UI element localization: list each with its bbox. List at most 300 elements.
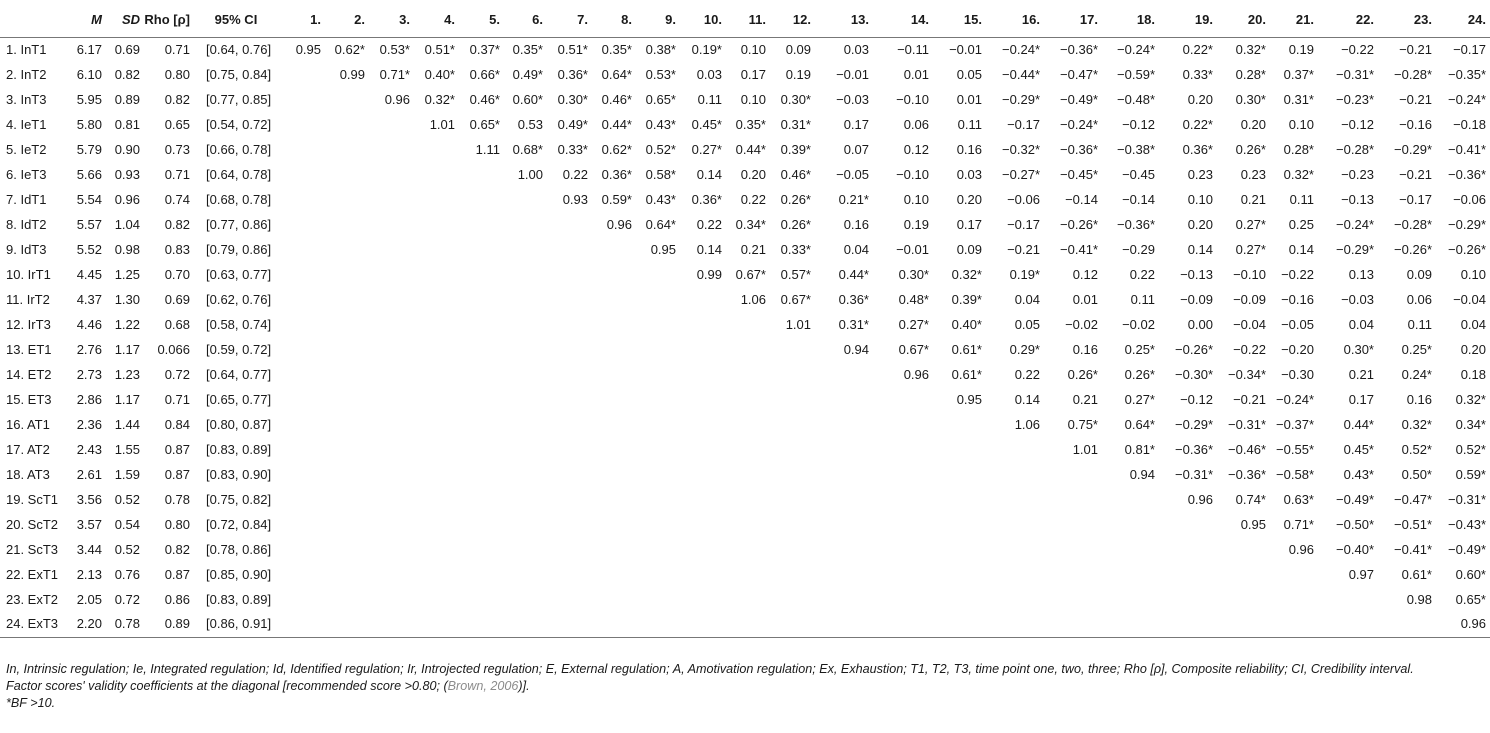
- rho-cell: 0.87: [164, 567, 190, 582]
- correlation-cell: −0.36*: [1448, 167, 1486, 182]
- correlation-cell: 0.03: [696, 67, 722, 82]
- correlation-cell: −0.26*: [1175, 342, 1213, 357]
- correlation-cell: 0.52*: [645, 142, 676, 157]
- correlation-cell: [680, 287, 726, 312]
- correlation-cell: −0.49*: [1448, 542, 1486, 557]
- validity-note: [6, 678, 1454, 695]
- correlation-cell: −0.21: [1399, 42, 1432, 58]
- rho-cell: 0.73: [164, 142, 190, 157]
- correlation-cell: 0.32*: [1455, 392, 1486, 407]
- correlation-cell: −0.27*: [1002, 167, 1040, 182]
- correlation-cell: [414, 387, 459, 412]
- correlation-cell: −0.10: [1233, 267, 1266, 282]
- correlation-cell: 0.37*: [1283, 67, 1314, 82]
- correlation-cell: 0.61*: [1401, 567, 1432, 582]
- correlation-cell: 0.14: [1014, 392, 1040, 407]
- correlation-cell: 0.21: [1072, 392, 1098, 407]
- correlation-cell: 0.19*: [691, 42, 722, 58]
- ci-cell: [0.77, 0.85]: [206, 92, 272, 107]
- correlation-cell: −0.36*: [1228, 467, 1266, 482]
- mean-cell: 5.52: [76, 242, 102, 257]
- row-label: 22. ExT1: [6, 567, 59, 582]
- correlation-cell: [459, 437, 504, 462]
- correlation-cell: 1.06: [740, 292, 766, 307]
- header-cell: 2.: [325, 3, 369, 37]
- mean-cell: 2.05: [76, 592, 102, 607]
- correlation-cell: [325, 87, 369, 112]
- correlation-cell: [459, 212, 504, 237]
- correlation-cell: [282, 412, 325, 437]
- correlation-cell: 0.03: [956, 167, 982, 182]
- ci-cell: [0.75, 0.84]: [206, 67, 272, 82]
- sd-cell: 0.98: [114, 242, 140, 257]
- mean-cell: 3.57: [76, 517, 102, 532]
- correlation-cell: [1217, 612, 1270, 637]
- correlation-cell: [325, 462, 369, 487]
- correlation-cell: 0.04: [1014, 292, 1040, 307]
- header-cell: 4.: [414, 3, 459, 37]
- correlation-cell: 0.21: [1240, 192, 1266, 207]
- correlation-cell: [325, 562, 369, 587]
- correlation-cell: [325, 137, 369, 162]
- correlation-cell: [369, 137, 414, 162]
- correlation-cell: [459, 287, 504, 312]
- correlation-cell: 0.31*: [1283, 92, 1314, 107]
- correlation-cell: [414, 362, 459, 387]
- correlation-cell: [459, 337, 504, 362]
- correlation-cell: [726, 437, 770, 462]
- correlation-cell: 0.45*: [1343, 442, 1374, 457]
- correlation-cell: 0.96: [1436, 612, 1490, 637]
- correlation-cell: 0.67*: [898, 342, 929, 357]
- correlation-cell: −0.24*: [1448, 92, 1486, 107]
- correlation-cell: 0.10: [740, 42, 766, 58]
- correlation-cell: [636, 512, 680, 537]
- header-row: [0, 3, 1490, 37]
- correlation-cell: [815, 612, 873, 637]
- table-row: [0, 387, 1490, 412]
- ci-cell: [0.66, 0.78]: [206, 142, 272, 157]
- header-cell: 15.: [933, 3, 986, 37]
- correlation-cell: 0.00: [1187, 317, 1213, 332]
- correlation-cell: [325, 362, 369, 387]
- correlation-cell: 0.27*: [691, 142, 722, 157]
- mean-cell: 2.20: [66, 612, 106, 637]
- correlation-cell: [933, 437, 986, 462]
- correlation-cell: [325, 162, 369, 187]
- correlation-cell: [680, 562, 726, 587]
- correlation-cell: 0.43*: [645, 192, 676, 207]
- correlation-cell: 0.40*: [424, 67, 455, 82]
- correlation-cell: 0.62*: [334, 42, 365, 58]
- correlation-cell: 0.04: [1460, 317, 1486, 332]
- correlation-cell: −0.31*: [1228, 417, 1266, 432]
- correlation-cell: −0.36*: [1060, 142, 1098, 157]
- correlation-cell: 0.20: [1187, 217, 1213, 232]
- correlation-cell: −0.03: [1341, 292, 1374, 307]
- correlation-cell: [986, 487, 1044, 512]
- correlation-cell: −0.24*: [1117, 42, 1155, 58]
- correlation-cell: [504, 237, 547, 262]
- correlation-cell: −0.18: [1453, 117, 1486, 132]
- correlation-cell: −0.38*: [1117, 142, 1155, 157]
- correlation-cell: [414, 187, 459, 212]
- correlation-cell: [726, 412, 770, 437]
- correlation-cell: 0.46*: [601, 92, 632, 107]
- correlation-cell: 0.25: [1288, 217, 1314, 232]
- correlation-cell: 0.24*: [1401, 367, 1432, 382]
- correlation-cell: 0.96: [1288, 542, 1314, 557]
- correlation-cell: [815, 437, 873, 462]
- correlation-cell: [592, 312, 636, 337]
- correlation-cell: [414, 537, 459, 562]
- rho-cell: 0.84: [164, 417, 190, 432]
- row-label: 15. ET3: [6, 392, 52, 407]
- sd-cell: 0.81: [114, 117, 140, 132]
- correlation-cell: −0.31*: [1448, 492, 1486, 507]
- correlation-cell: [325, 237, 369, 262]
- sd-cell: 1.17: [114, 342, 140, 357]
- correlation-cell: [369, 162, 414, 187]
- correlation-cell: 0.21*: [838, 192, 869, 207]
- correlation-cell: −0.30: [1281, 367, 1314, 382]
- correlation-cell: −0.29: [1122, 242, 1155, 257]
- rho-cell: 0.80: [164, 517, 190, 532]
- ci-cell: [0.75, 0.82]: [206, 492, 272, 507]
- correlation-cell: −0.35*: [1448, 67, 1486, 82]
- header-cell: 6.: [504, 3, 547, 37]
- correlation-cell: 0.61*: [951, 342, 982, 357]
- correlation-cell: 0.95: [1240, 517, 1266, 532]
- correlation-cell: [933, 537, 986, 562]
- correlation-cell: 0.44*: [601, 117, 632, 132]
- correlation-cell: [504, 212, 547, 237]
- correlation-cell: [592, 362, 636, 387]
- header-cell: 5.: [459, 3, 504, 37]
- sd-cell: 1.25: [114, 267, 140, 282]
- correlation-cell: 0.52*: [1401, 442, 1432, 457]
- table-row: [0, 187, 1490, 212]
- correlation-cell: [1102, 537, 1159, 562]
- correlation-cell: 0.36*: [1182, 142, 1213, 157]
- correlation-cell: [459, 512, 504, 537]
- correlation-cell: [873, 562, 933, 587]
- correlation-cell: [282, 187, 325, 212]
- table-row: [0, 237, 1490, 262]
- correlation-cell: [282, 537, 325, 562]
- rho-cell: 0.066: [157, 342, 190, 357]
- correlation-cell: 0.27*: [1235, 242, 1266, 257]
- table-row: [0, 137, 1490, 162]
- correlation-cell: −0.34*: [1228, 367, 1266, 382]
- citation-link[interactable]: Brown, 2006: [447, 679, 519, 693]
- rho-cell: 0.69: [164, 292, 190, 307]
- mean-cell: 5.79: [76, 142, 102, 157]
- correlation-cell: 0.14: [696, 242, 722, 257]
- ci-cell: [0.63, 0.77]: [206, 267, 272, 282]
- correlation-cell: [680, 437, 726, 462]
- correlation-cell: −0.49*: [1060, 92, 1098, 107]
- correlation-cell: −0.45: [1122, 167, 1155, 182]
- correlation-cell: [325, 512, 369, 537]
- correlation-cell: 0.22: [1014, 367, 1040, 382]
- correlation-cell: 1.11: [475, 142, 500, 157]
- table-row: [0, 362, 1490, 387]
- correlation-cell: 0.44*: [838, 267, 869, 282]
- sd-cell: 1.55: [114, 442, 140, 457]
- correlation-cell: 0.22*: [1182, 42, 1213, 58]
- correlation-cell: [504, 537, 547, 562]
- correlation-cell: 0.17: [843, 117, 869, 132]
- sd-cell: 1.17: [114, 392, 140, 407]
- correlation-cell: [592, 437, 636, 462]
- correlation-cell: 0.31*: [780, 117, 811, 132]
- correlation-cell: [369, 237, 414, 262]
- correlation-cell: [815, 412, 873, 437]
- correlation-cell: [726, 537, 770, 562]
- correlation-cell: 0.28*: [1283, 142, 1314, 157]
- table-row: [0, 337, 1490, 362]
- correlation-cell: 0.65*: [645, 92, 676, 107]
- correlation-cell: 0.35*: [735, 117, 766, 132]
- correlation-cell: [933, 587, 986, 612]
- correlation-cell: 0.33*: [780, 242, 811, 257]
- mean-cell: 4.46: [76, 317, 102, 332]
- correlation-cell: −0.49*: [1336, 492, 1374, 507]
- correlation-cell: −0.44*: [1002, 67, 1040, 82]
- correlation-cell: [815, 387, 873, 412]
- correlation-cell: −0.29*: [1002, 92, 1040, 107]
- correlation-cell: [504, 462, 547, 487]
- sd-cell: 0.72: [114, 592, 140, 607]
- correlation-cell: 0.36*: [557, 67, 588, 82]
- correlation-cell: [369, 562, 414, 587]
- correlation-cell: 0.17: [1348, 392, 1374, 407]
- sd-cell: 0.78: [106, 612, 144, 637]
- correlation-cell: [986, 462, 1044, 487]
- correlation-cell: [282, 312, 325, 337]
- validity-note-prefix: Factor scores' validity coefficients at the diagonal [recommended score >0.80; (: [6, 679, 448, 693]
- row-label: 2. InT2: [6, 67, 47, 82]
- header-row-label: [0, 3, 66, 37]
- correlation-cell: [770, 612, 815, 637]
- correlation-cell: [282, 162, 325, 187]
- mean-cell: 2.36: [76, 417, 102, 432]
- correlation-cell: 0.18: [1460, 367, 1486, 382]
- correlation-cell: [504, 362, 547, 387]
- correlation-cell: 0.30*: [1235, 92, 1266, 107]
- mean-cell: 5.95: [76, 92, 102, 107]
- rho-cell: 0.70: [164, 267, 190, 282]
- table-row: [0, 87, 1490, 112]
- rho-cell: 0.68: [164, 317, 190, 332]
- correlation-cell: [414, 162, 459, 187]
- correlation-cell: 0.26*: [780, 217, 811, 232]
- row-label: 23. ExT2: [6, 592, 59, 607]
- correlation-cell: [369, 462, 414, 487]
- correlation-cell: 0.99: [696, 267, 722, 282]
- correlation-cell: [986, 437, 1044, 462]
- correlation-cell: 0.21: [1348, 367, 1374, 382]
- correlation-cell: [459, 412, 504, 437]
- correlation-cell: 0.23: [1187, 167, 1213, 182]
- correlation-cell: 0.17: [956, 217, 982, 232]
- correlation-cell: 0.10: [1288, 117, 1314, 132]
- correlation-cell: [369, 612, 414, 637]
- sd-cell: 1.59: [114, 467, 140, 482]
- correlation-cell: [414, 212, 459, 237]
- correlation-cell: −0.32*: [1002, 142, 1040, 157]
- table-row: [0, 112, 1490, 137]
- table-row: [0, 512, 1490, 537]
- ci-cell: [0.58, 0.74]: [206, 317, 272, 332]
- correlation-cell: [414, 412, 459, 437]
- correlation-cell: 0.34*: [735, 217, 766, 232]
- rho-cell: 0.86: [164, 592, 190, 607]
- correlation-cell: [680, 487, 726, 512]
- sd-cell: 1.04: [114, 217, 140, 232]
- correlation-cell: [504, 262, 547, 287]
- rho-cell: 0.71: [164, 42, 190, 58]
- correlation-cell: 0.43*: [1343, 467, 1374, 482]
- correlation-cell: 0.30*: [557, 92, 588, 107]
- rho-cell: 0.87: [164, 442, 190, 457]
- correlation-cell: [282, 612, 325, 637]
- correlation-cell: [680, 612, 726, 637]
- validity-note-suffix: )].: [518, 679, 530, 693]
- row-label: 21. ScT3: [6, 542, 59, 557]
- correlation-cell: 0.36*: [838, 292, 869, 307]
- correlation-cell: [986, 512, 1044, 537]
- correlation-cell: −0.51*: [1394, 517, 1432, 532]
- correlation-cell: [726, 512, 770, 537]
- correlation-cell: [369, 212, 414, 237]
- correlation-cell: −0.04: [1453, 292, 1486, 307]
- correlation-cell: [1270, 612, 1318, 637]
- correlation-cell: [459, 612, 504, 637]
- correlation-cell: −0.14: [1065, 192, 1098, 207]
- correlation-cell: 0.39*: [780, 142, 811, 157]
- correlation-cell: [986, 587, 1044, 612]
- correlation-cell: 0.30*: [898, 267, 929, 282]
- correlation-cell: [873, 437, 933, 462]
- correlation-cell: [680, 362, 726, 387]
- table-row: [0, 562, 1490, 587]
- correlation-cell: 0.52*: [1455, 442, 1486, 457]
- correlation-cell: 0.44*: [735, 142, 766, 157]
- sd-cell: 0.54: [114, 517, 140, 532]
- ci-cell: [0.83, 0.90]: [206, 467, 272, 482]
- correlation-cell: 0.96: [384, 92, 410, 107]
- correlation-cell: 0.22*: [1182, 117, 1213, 132]
- correlation-cell: [1159, 537, 1217, 562]
- correlation-cell: 0.04: [843, 242, 869, 257]
- header-cell: 9.: [636, 3, 680, 37]
- correlation-cell: 0.48*: [898, 292, 929, 307]
- mean-cell: 2.61: [76, 467, 102, 482]
- correlation-cell: [325, 587, 369, 612]
- correlation-cell: −0.28*: [1336, 142, 1374, 157]
- correlation-cell: −0.36*: [1060, 42, 1098, 58]
- correlation-cell: −0.36*: [1117, 217, 1155, 232]
- correlation-cell: −0.22: [1233, 342, 1266, 357]
- correlation-cell: [1159, 587, 1217, 612]
- rho-cell: 0.78: [164, 492, 190, 507]
- correlation-cell: [282, 87, 325, 112]
- correlation-cell: [504, 387, 547, 412]
- correlation-cell: 0.22: [562, 167, 588, 182]
- correlation-cell: [504, 412, 547, 437]
- correlation-cell: [933, 487, 986, 512]
- correlation-cell: −0.43*: [1448, 517, 1486, 532]
- header-cell: 16.: [986, 3, 1044, 37]
- correlation-cell: −0.47*: [1394, 492, 1432, 507]
- correlation-cell: −0.05: [1281, 317, 1314, 332]
- sd-cell: 1.23: [114, 367, 140, 382]
- mean-cell: 5.54: [76, 192, 102, 207]
- correlation-cell: 0.01: [956, 92, 982, 107]
- sd-cell: 0.93: [114, 167, 140, 182]
- correlation-cell: [770, 487, 815, 512]
- sd-cell: 1.22: [114, 317, 140, 332]
- correlation-cell: 0.20: [1240, 117, 1266, 132]
- table-body: [0, 37, 1490, 637]
- correlation-cell: 0.51*: [557, 42, 588, 58]
- correlation-cell: [726, 337, 770, 362]
- correlation-cell: 0.10: [1460, 267, 1486, 282]
- correlation-cell: [680, 512, 726, 537]
- correlation-cell: −0.29*: [1448, 217, 1486, 232]
- ci-cell: [0.65, 0.77]: [206, 392, 272, 407]
- sd-cell: 0.96: [114, 192, 140, 207]
- header-cell: 95% CI: [194, 3, 282, 37]
- correlation-cell: −0.29*: [1394, 142, 1432, 157]
- correlation-cell: [325, 312, 369, 337]
- correlation-cell: [986, 612, 1044, 637]
- mean-cell: 2.73: [76, 367, 102, 382]
- correlation-cell: 0.53: [517, 117, 543, 132]
- correlation-cell: [770, 462, 815, 487]
- ci-cell: [0.68, 0.78]: [206, 192, 272, 207]
- correlation-cell: [636, 387, 680, 412]
- correlation-cell: [547, 612, 592, 637]
- row-label: 20. ScT2: [6, 517, 59, 532]
- correlation-cell: 0.30*: [1343, 342, 1374, 357]
- correlation-cell: −0.14: [1122, 192, 1155, 207]
- ci-cell: [0.83, 0.89]: [206, 592, 272, 607]
- correlation-cell: 0.46*: [469, 92, 500, 107]
- correlation-cell: 0.29*: [1009, 342, 1040, 357]
- correlation-cell: 0.23: [1240, 167, 1266, 182]
- correlation-cell: [414, 337, 459, 362]
- correlation-cell: 0.96: [1187, 492, 1213, 507]
- correlation-cell: [414, 562, 459, 587]
- header-cell: 13.: [815, 3, 873, 37]
- row-label: 6. IeT3: [6, 167, 47, 182]
- correlation-cell: −0.45*: [1060, 167, 1098, 182]
- correlation-cell: −0.06: [1453, 192, 1486, 207]
- correlation-cell: [459, 162, 504, 187]
- correlation-cell: [414, 262, 459, 287]
- correlation-cell: 0.81*: [1124, 442, 1155, 457]
- ci-cell: [0.64, 0.77]: [206, 367, 272, 382]
- correlation-cell: 0.35*: [512, 42, 543, 58]
- correlation-cell: −0.31*: [1336, 67, 1374, 82]
- correlation-cell: 0.09: [785, 42, 811, 58]
- correlation-cell: 0.01: [903, 67, 929, 82]
- correlation-cell: [873, 487, 933, 512]
- table-row: [0, 262, 1490, 287]
